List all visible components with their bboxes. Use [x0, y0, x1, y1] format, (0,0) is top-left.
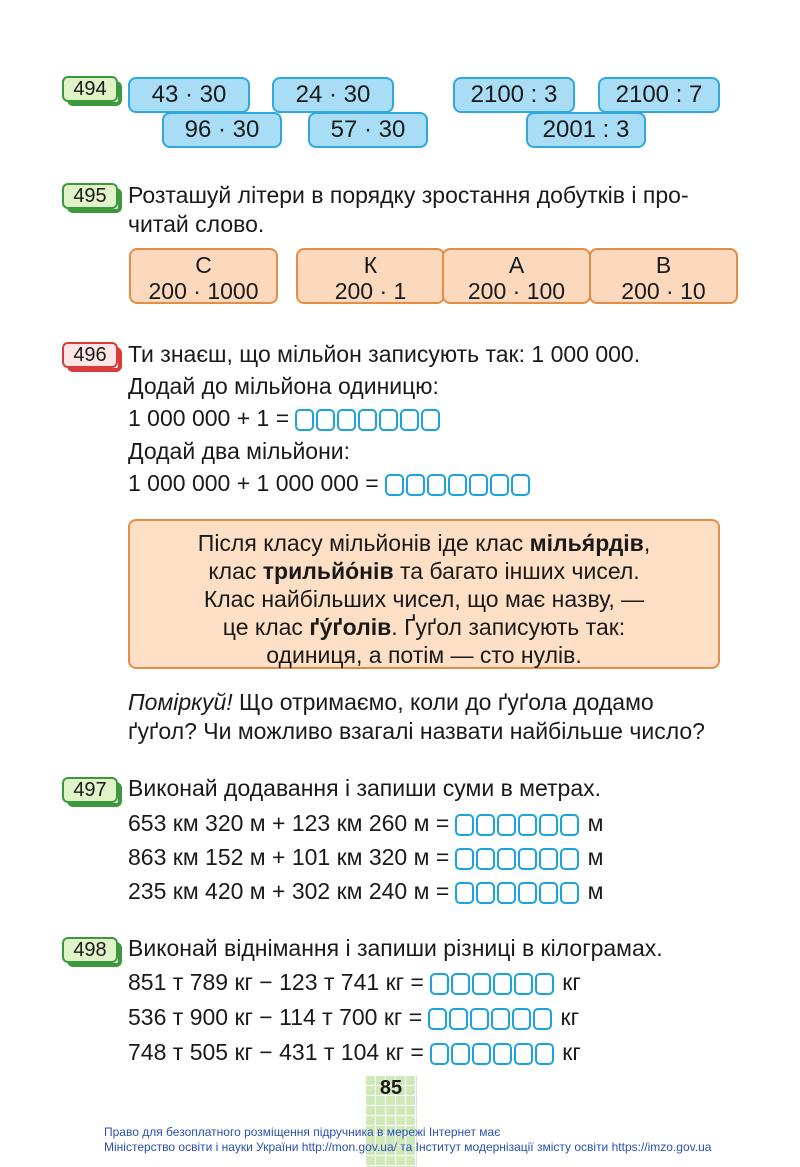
expression-box: 2001 : 3: [526, 112, 646, 148]
equation-row: 653 км 320 м + 123 км 260 м = м: [128, 810, 604, 836]
equation-row: [128, 404, 442, 432]
answer-cells[interactable]: [430, 973, 556, 995]
note-line: Після класу мільйонів іде клас мілья́рдів,: [197, 530, 651, 556]
expression-box: 2100 : 3: [453, 77, 575, 113]
footer-line: Міністерство освіти і науки України http://mon.gov.ua/ та Інститут модернізації змісту освіти https://imzo.gov.ua: [104, 1140, 712, 1154]
answer-cells[interactable]: [455, 848, 581, 870]
footer-license: [104, 1125, 711, 1155]
think-question-cont: ґуґол? Чи можливо взагалі назвати найбільше число?: [128, 718, 705, 744]
exercise-text: Додай до мільйона одиницю:: [128, 373, 439, 399]
equation-row: 748 т 505 кг − 431 т 104 кг = кг: [128, 1039, 581, 1065]
answer-cells[interactable]: [455, 882, 581, 904]
exercise-number-497: 497: [62, 777, 118, 803]
equation-row: 235 км 420 м + 302 км 240 м = м: [128, 878, 604, 904]
answer-cells[interactable]: [428, 1008, 554, 1030]
card-expression: 200 · 1000: [148, 278, 259, 304]
letter-card: [296, 248, 445, 304]
card-expression: 200 · 100: [467, 278, 566, 304]
note-line: Клас найбільших чисел, що має назву, —: [203, 586, 645, 612]
equation-text: 1 000 000 + 1 =: [128, 405, 290, 431]
unit-label: кг: [560, 1004, 579, 1030]
exercise-number-496: 496: [62, 342, 118, 368]
expression-box: 43 · 30: [128, 77, 250, 113]
expression-box: 2100 : 7: [598, 77, 720, 113]
exercise-text: читай слово.: [128, 211, 265, 237]
card-letter: С: [195, 252, 212, 278]
exercise-text: Додай два мільйони:: [128, 438, 351, 464]
think-question: Поміркуй! Що отримаємо, коли до ґуґола додамо: [128, 689, 654, 715]
note-line: клас трильйо́нів та багато інших чисел.: [208, 558, 640, 584]
exercise-text: Виконай додавання і запиши суми в метрах.: [128, 775, 602, 801]
card-expression: 200 · 10: [621, 278, 706, 304]
unit-label: м: [587, 810, 604, 836]
answer-cells[interactable]: [430, 1043, 556, 1065]
note-line: це клас ґу́ґолів. Ґуґол записують так:: [222, 614, 626, 640]
letter-card: [442, 248, 591, 304]
page-number: 85: [379, 1077, 403, 1099]
exercise-text: Розташуй літери в порядку зростання добутків і про-: [128, 182, 689, 208]
exercise-text: Виконай віднімання і запиши різниці в кілограмах.: [128, 935, 663, 961]
exercise-text: Ти знаєш, що мільйон записують так: 1 000 000.: [128, 341, 641, 367]
expression-box: 24 · 30: [272, 77, 394, 113]
answer-cells[interactable]: [295, 409, 442, 431]
equation-row: 536 т 900 кг − 114 т 700 кг = кг: [128, 1004, 579, 1030]
exercise-number-494: 494: [62, 76, 118, 102]
unit-label: кг: [562, 969, 581, 995]
unit-label: кг: [562, 1039, 581, 1065]
card-letter: В: [655, 252, 672, 278]
unit-label: м: [587, 844, 604, 870]
unit-label: м: [587, 878, 604, 904]
card-letter: А: [508, 252, 525, 278]
letter-card: [129, 248, 278, 304]
note-line: одиниця, а потім — сто нулів.: [266, 642, 582, 668]
equation-row: [128, 469, 532, 497]
expression-box: 96 · 30: [162, 112, 282, 148]
exercise-number-498: 498: [62, 937, 118, 963]
equation-row: 851 т 789 кг − 123 т 741 кг = кг: [128, 969, 581, 995]
answer-cells[interactable]: [455, 814, 581, 836]
footer-line: Право для безоплатного розміщення підручника в мережі Інтернет має: [104, 1125, 501, 1139]
equation-text: 1 000 000 + 1 000 000 =: [128, 470, 379, 496]
letter-card: [589, 248, 738, 304]
expression-box: 57 · 30: [308, 112, 428, 148]
exercise-number-495: 495: [62, 183, 118, 209]
card-expression: 200 · 1: [334, 278, 407, 304]
equation-row: 863 км 152 м + 101 км 320 м = м: [128, 844, 604, 870]
card-letter: К: [363, 252, 378, 278]
answer-cells[interactable]: [385, 474, 532, 496]
info-note: [128, 519, 720, 669]
